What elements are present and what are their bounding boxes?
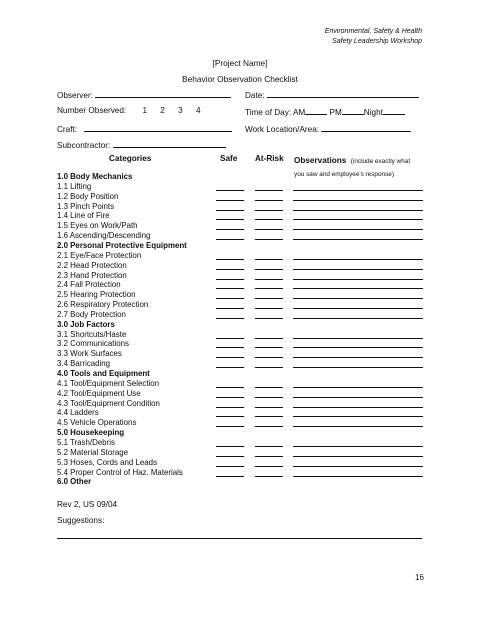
safe-blank[interactable] (216, 446, 244, 447)
at-risk-blank[interactable] (255, 298, 283, 299)
safe-blank[interactable] (216, 407, 244, 408)
category-row (57, 359, 427, 369)
date-label: Date: (245, 91, 265, 100)
at-risk-blank[interactable] (255, 318, 283, 319)
observations-blank[interactable] (293, 288, 423, 289)
at-risk-blank[interactable] (255, 387, 283, 388)
category-label: 3.3 Work Surfaces (57, 349, 122, 359)
number-option-4[interactable]: 4 (195, 106, 201, 115)
category-row (57, 182, 427, 192)
revision-text: Rev 2, US 09/04 (57, 500, 118, 509)
category-label: 1.6 Ascending/Descending (57, 231, 151, 241)
form-title: Behavior Observation Checklist (182, 74, 298, 84)
category-row (57, 202, 427, 212)
observations-note-2: you saw and employee's response) (294, 171, 394, 178)
category-row (57, 261, 427, 271)
section-label: 2.0 Personal Protective Equipment (57, 240, 187, 250)
observations-blank[interactable] (293, 476, 423, 477)
observations-blank[interactable] (293, 200, 423, 201)
category-row (57, 349, 427, 359)
at-risk-blank[interactable] (255, 446, 283, 447)
observations-blank[interactable] (293, 239, 423, 240)
at-risk-blank[interactable] (255, 357, 283, 358)
observations-blank[interactable] (293, 407, 423, 408)
section-row (57, 320, 427, 330)
observer-field[interactable] (57, 89, 231, 100)
category-row (57, 300, 427, 310)
safe-blank[interactable] (216, 190, 244, 191)
category-label: 1.4 Line of Fire (57, 211, 110, 221)
category-label: 2.1 Eye/Face Protection (57, 250, 142, 260)
category-label: 5.2 Material Storage (57, 447, 129, 457)
suggestions-input-line[interactable] (57, 538, 422, 539)
at-risk-blank[interactable] (255, 288, 283, 289)
date-input-line[interactable] (267, 89, 419, 98)
header-line-1: Environmental, Safety & Health (324, 28, 422, 35)
category-row (57, 418, 427, 428)
observations-blank[interactable] (293, 229, 423, 230)
craft-input-line[interactable] (84, 123, 232, 132)
number-option-1[interactable]: 1 (142, 106, 148, 115)
section-row (57, 369, 427, 379)
category-label: 4.2 Tool/Equipment Use (57, 388, 141, 398)
night-input-line[interactable] (383, 106, 405, 115)
observations-blank[interactable] (293, 219, 423, 220)
pm-input-line[interactable] (342, 106, 364, 115)
observations-blank[interactable] (293, 298, 423, 299)
category-label: 5.4 Proper Control of Haz. Materials (57, 467, 183, 477)
column-header-categories: Categories (109, 154, 152, 163)
column-header-safe: Safe (220, 154, 238, 163)
document-header (325, 27, 422, 46)
at-risk-blank[interactable] (255, 308, 283, 309)
section-label: 1.0 Body Mechanics (57, 172, 133, 181)
at-risk-blank[interactable] (255, 456, 283, 457)
section-label: 6.0 Other (57, 477, 92, 487)
time-of-day-field (245, 106, 405, 117)
observations-blank[interactable] (293, 357, 423, 358)
am-label: AM (292, 108, 306, 117)
category-label: 4.5 Vehicle Operations (57, 418, 137, 428)
at-risk-blank[interactable] (255, 476, 283, 477)
safe-blank[interactable] (216, 456, 244, 457)
safe-blank[interactable] (216, 387, 244, 388)
night-label: Night (363, 108, 383, 117)
category-row (57, 399, 427, 409)
section-label: 4.0 Tools and Equipment (57, 369, 150, 378)
at-risk-blank[interactable] (255, 269, 283, 270)
category-label: 2.6 Respiratory Protection (57, 300, 149, 310)
at-risk-blank[interactable] (255, 229, 283, 230)
category-row (57, 339, 427, 349)
at-risk-blank[interactable] (255, 416, 283, 417)
observations-note-1: (include exactly what (350, 158, 411, 165)
number-observed-label: Number Observed: (57, 106, 127, 115)
category-label: 2.2 Head Protection (57, 260, 127, 270)
at-risk-blank[interactable] (255, 279, 283, 280)
category-row (57, 458, 427, 468)
observations-blank[interactable] (293, 347, 423, 348)
category-label: 4.4 Ladders (57, 408, 99, 418)
at-risk-blank[interactable] (255, 407, 283, 408)
category-label: 4.3 Tool/Equipment Condition (57, 398, 160, 408)
category-label: 3.1 Shortcuts/Haste (57, 329, 127, 339)
work-location-field[interactable] (245, 123, 411, 134)
safe-blank[interactable] (216, 239, 244, 240)
safe-blank[interactable] (216, 367, 244, 368)
category-label: 3.2 Communications (57, 339, 129, 349)
category-label: 2.3 Hand Protection (57, 270, 127, 280)
safe-blank[interactable] (216, 318, 244, 319)
observations-blank[interactable] (293, 387, 423, 388)
category-row (57, 330, 427, 340)
category-label: 1.5 Eyes on Work/Path (57, 221, 138, 231)
category-row (57, 408, 427, 418)
category-row (57, 192, 427, 202)
observations-blank[interactable] (293, 416, 423, 417)
category-label: 1.3 Pinch Points (57, 201, 115, 211)
observer-input-line[interactable] (95, 89, 231, 98)
at-risk-blank[interactable] (255, 259, 283, 260)
safe-blank[interactable] (216, 416, 244, 417)
category-row (57, 251, 427, 261)
safe-blank[interactable] (216, 466, 244, 467)
at-risk-blank[interactable] (255, 219, 283, 220)
category-row (57, 379, 427, 389)
subcontractor-label: Subcontractor: (57, 141, 111, 150)
craft-label: Craft: (57, 125, 78, 134)
category-row (57, 448, 427, 458)
at-risk-blank[interactable] (255, 397, 283, 398)
observations-blank[interactable] (293, 367, 423, 368)
at-risk-blank[interactable] (255, 347, 283, 348)
pm-label: PM (329, 108, 342, 117)
subcontractor-field[interactable] (57, 139, 226, 150)
project-name: [Project Name] (212, 58, 268, 68)
category-label: 1.1 Lifting (57, 181, 92, 191)
safe-blank[interactable] (216, 298, 244, 299)
category-label: 3.4 Barricading (57, 359, 111, 369)
category-label: 2.7 Body Protection (57, 309, 126, 319)
section-row (57, 241, 427, 251)
at-risk-blank[interactable] (255, 426, 283, 427)
work-location-label: Work Location/Area: (245, 125, 320, 134)
category-label: 2.5 Hearing Protection (57, 290, 136, 300)
observer-label: Observer: (57, 91, 93, 100)
observations-blank[interactable] (293, 279, 423, 280)
section-label: 5.0 Housekeeping (57, 428, 125, 438)
observations-blank[interactable] (293, 269, 423, 270)
category-row (57, 280, 427, 290)
subcontractor-input-line[interactable] (113, 139, 226, 148)
header-line-2: Safety Leadership Workshop (332, 37, 422, 45)
time-of-day-label: Time of Day: (245, 108, 292, 117)
observations-blank[interactable] (293, 456, 423, 457)
category-label: 5.1 Trash/Debris (57, 437, 115, 447)
observations-blank[interactable] (293, 397, 423, 398)
safe-blank[interactable] (216, 426, 244, 427)
column-header-at-risk: At-Risk (255, 154, 284, 163)
safe-blank[interactable] (216, 259, 244, 260)
number-observed-field (57, 106, 201, 115)
category-row (57, 271, 427, 281)
category-row (57, 290, 427, 300)
safe-blank[interactable] (216, 476, 244, 477)
safe-blank[interactable] (216, 279, 244, 280)
observations-title: Observations (294, 156, 347, 165)
safe-blank[interactable] (216, 269, 244, 270)
observations-blank[interactable] (293, 466, 423, 467)
category-row (57, 468, 427, 478)
safe-blank[interactable] (216, 200, 244, 201)
category-row (57, 211, 427, 221)
safe-blank[interactable] (216, 347, 244, 348)
at-risk-blank[interactable] (255, 210, 283, 211)
number-option-3[interactable]: 3 (178, 106, 183, 115)
category-row (57, 231, 427, 241)
category-row (57, 310, 427, 320)
observations-blank[interactable] (293, 308, 423, 309)
at-risk-blank[interactable] (255, 338, 283, 339)
safe-blank[interactable] (216, 357, 244, 358)
page-number: 16 (415, 573, 424, 582)
category-label: 5.3 Hoses, Cords and Leads (57, 457, 158, 467)
at-risk-blank[interactable] (255, 200, 283, 201)
at-risk-blank[interactable] (255, 190, 283, 191)
observations-blank[interactable] (293, 426, 423, 427)
section-row (57, 477, 427, 487)
section-row (57, 428, 427, 438)
am-input-line[interactable] (305, 106, 327, 115)
safe-blank[interactable] (216, 308, 244, 309)
safe-blank[interactable] (216, 219, 244, 220)
category-row (57, 221, 427, 231)
at-risk-blank[interactable] (255, 367, 283, 368)
category-row (57, 438, 427, 448)
section-row (57, 172, 427, 182)
craft-field[interactable] (57, 123, 232, 134)
work-location-input-line[interactable] (321, 123, 411, 132)
observations-blank[interactable] (293, 318, 423, 319)
section-label: 3.0 Job Factors (57, 319, 115, 329)
safe-blank[interactable] (216, 210, 244, 211)
safe-blank[interactable] (216, 338, 244, 339)
category-label: 2.4 Fall Protection (57, 280, 121, 290)
date-field[interactable] (245, 89, 419, 100)
suggestions-label: Suggestions: (57, 516, 105, 525)
safe-blank[interactable] (216, 397, 244, 398)
category-label: 1.2 Body Position (57, 191, 119, 201)
observations-blank[interactable] (293, 259, 423, 260)
observations-blank[interactable] (293, 338, 423, 339)
category-row (57, 389, 427, 399)
category-label: 4.1 Tool/Equipment Selection (57, 378, 160, 388)
observations-blank[interactable] (293, 446, 423, 447)
number-option-2[interactable]: 2 (160, 106, 165, 115)
safe-blank[interactable] (216, 288, 244, 289)
at-risk-blank[interactable] (255, 239, 283, 240)
observations-blank[interactable] (293, 210, 423, 211)
safe-blank[interactable] (216, 229, 244, 230)
observations-blank[interactable] (293, 190, 423, 191)
at-risk-blank[interactable] (255, 466, 283, 467)
